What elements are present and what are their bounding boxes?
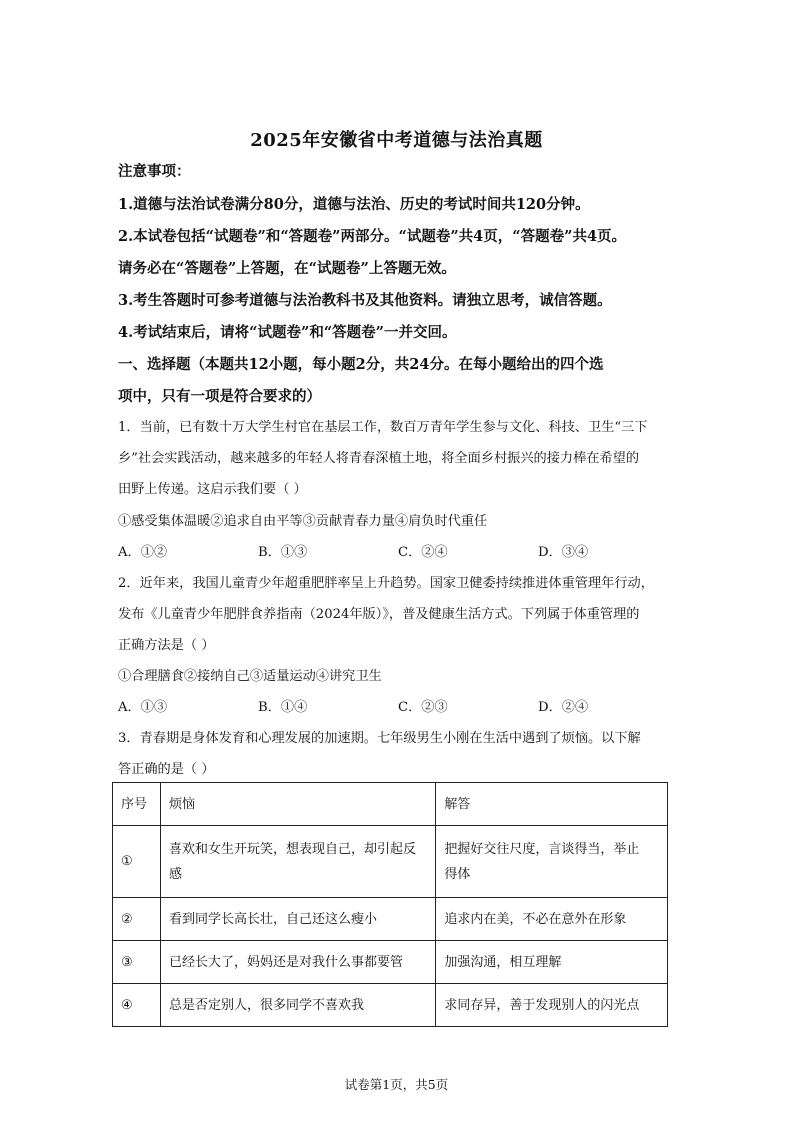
table-row xyxy=(113,826,668,898)
row-no: ② xyxy=(113,898,161,941)
table-row xyxy=(113,898,668,941)
q2-option-b[interactable]: B．①④ xyxy=(258,700,308,715)
row-answer: 求同存异，善于发现别人的闪光点 xyxy=(436,984,668,1027)
q2-text-line: 正确方法是（ ） xyxy=(118,638,215,653)
header-answer: 解答 xyxy=(436,783,668,826)
q2-statements: ①合理膳食②接纳自己③适量运动④讲究卫生 xyxy=(118,669,382,684)
row-answer: 加强沟通，相互理解 xyxy=(436,941,668,984)
row-trouble: 已经长大了，妈妈还是对我什么事都要管 xyxy=(160,941,435,984)
q2-text-line: 2．近年来，我国儿童青少年超重肥胖率呈上升趋势。国家卫健委持续推进体重管理年行动， xyxy=(118,576,654,591)
q2-option-a[interactable]: A．①③ xyxy=(118,700,168,715)
q3-table xyxy=(112,782,668,1027)
notice-item-3: 3.考生答题时可参考道德与法治教科书及其他资料。请独立思考，诚信答题。 xyxy=(118,292,612,309)
row-trouble-line: 感 xyxy=(168,866,182,882)
row-trouble xyxy=(160,826,435,898)
q1-option-a[interactable]: A．①② xyxy=(118,545,168,560)
q2-text-line: 发布《儿童青少年肥胖食养指南（2024年版）》，普及健康生活方式。下列属于体重管理的 xyxy=(118,607,640,622)
page-title: 2025年安徽省中考道德与法治真题 xyxy=(250,130,543,151)
header-no: 序号 xyxy=(113,783,161,826)
row-trouble-line: 喜欢和女生开玩笑，想表现自己，却引起反 xyxy=(168,841,416,857)
q1-option-c[interactable]: C．②④ xyxy=(398,545,448,560)
notice-item-1: 1.道德与法治试卷满分80分，道德与法治、历史的考试时间共120分钟。 xyxy=(118,196,590,213)
section-heading-cont: 项中，只有一项是符合要求的） xyxy=(118,388,321,405)
row-no: ① xyxy=(113,826,161,898)
row-no: ④ xyxy=(113,984,161,1027)
q1-option-d[interactable]: D．③④ xyxy=(538,545,589,560)
row-answer xyxy=(436,826,668,898)
q1-text-line: 1．当前，已有数十万大学生村官在基层工作，数百万青年学生参与文化、科技、卫生“三下 xyxy=(118,420,648,435)
row-trouble: 总是否定别人，很多同学不喜欢我 xyxy=(160,984,435,1027)
notice-item-4: 4.考试结束后，请将“试题卷”和“答题卷”一并交回。 xyxy=(118,324,457,341)
notice-item-2: 2.本试卷包括“试题卷”和“答题卷”两部分。“试题卷”共4页，“答题卷”共4页。 xyxy=(118,228,627,245)
page-footer: 试卷第1页，共5页 xyxy=(344,1077,449,1092)
table-header-row xyxy=(113,783,668,826)
notice-item-2-cont: 请务必在“答题卷”上答题，在“试题卷”上答题无效。 xyxy=(118,260,456,277)
notice-heading: 注意事项： xyxy=(118,163,191,180)
row-answer-line: 得体 xyxy=(444,866,471,882)
header-trouble: 烦恼 xyxy=(160,783,435,826)
q2-option-c[interactable]: C．②③ xyxy=(398,700,448,715)
row-trouble: 看到同学长高长壮，自己还这么瘦小 xyxy=(160,898,435,941)
q1-option-b[interactable]: B．①③ xyxy=(258,545,308,560)
q1-text-line: 乡”社会实践活动，越来越多的年轻人将青春深植土地，将全面乡村振兴的接力棒在希望的 xyxy=(118,451,640,466)
row-answer: 追求内在美，不必在意外在形象 xyxy=(436,898,668,941)
table-row xyxy=(113,941,668,984)
q3-text-line: 3．青春期是身体发育和心理发展的加速期。七年级男生小刚在生活中遇到了烦恼。以下解 xyxy=(118,731,641,746)
q1-text-line: 田野上传递。这启示我们要（ ） xyxy=(118,482,307,497)
q2-option-d[interactable]: D．②④ xyxy=(538,700,589,715)
q3-text-line: 答正确的是（ ） xyxy=(118,762,215,777)
q1-statements: ①感受集体温暖②追求自由平等③贡献青春力量④肩负时代重任 xyxy=(118,514,488,529)
row-no: ③ xyxy=(113,941,161,984)
row-answer-line: 把握好交往尺度，言谈得当，举止 xyxy=(444,841,640,857)
table-row xyxy=(113,984,668,1027)
section-heading: 一、选择题（本题共12小题，每小题2分，共24分。在每小题给出的四个选 xyxy=(118,356,604,373)
